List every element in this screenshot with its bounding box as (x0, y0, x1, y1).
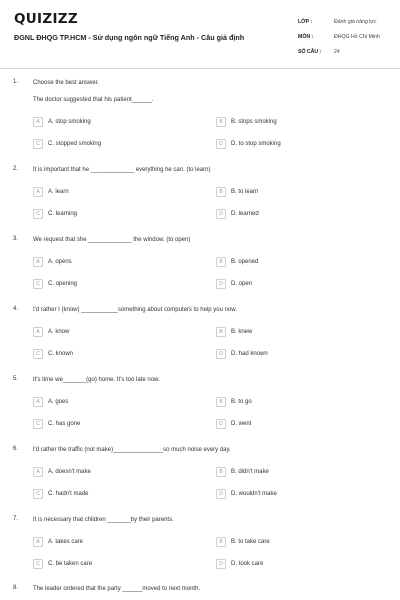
question-number: 6. (13, 446, 19, 452)
option-letter-box: A (33, 257, 43, 267)
question-text: The leader ordered that the party ______moved to next month. (33, 586, 201, 592)
question-6 (0, 445, 400, 515)
meta-value: ĐHQG Hồ Chí Minh (334, 33, 380, 40)
option-a[interactable] (33, 537, 83, 547)
option-letter-box: A (33, 117, 43, 127)
option-a[interactable] (33, 117, 91, 127)
option-d[interactable] (216, 489, 277, 499)
option-text: B. didn't make (231, 469, 269, 475)
question-text: It is important that he _____________ everything he can. (to learn) (33, 167, 211, 173)
option-letter-box: A (33, 187, 43, 197)
option-c[interactable] (33, 349, 73, 359)
option-c[interactable] (33, 139, 101, 149)
option-c[interactable] (33, 279, 77, 289)
option-c[interactable] (33, 209, 77, 219)
option-letter-box: A (33, 397, 43, 407)
option-a[interactable] (33, 397, 68, 407)
question-number: 2. (13, 166, 19, 172)
option-text: C. known (48, 351, 74, 357)
question-5 (0, 375, 400, 445)
option-text: B. opened (231, 259, 259, 265)
option-text: C. opening (48, 281, 78, 287)
option-text: A. stop smoking (48, 119, 91, 125)
option-a[interactable] (33, 467, 91, 477)
option-a[interactable] (33, 187, 69, 197)
option-d[interactable] (216, 559, 263, 569)
option-text: B. to take care (231, 539, 270, 545)
option-text: C. has gone (48, 421, 81, 427)
quizizz-logo: QUIZIZZ (14, 11, 78, 27)
option-text: A. doesn't make (48, 469, 91, 475)
option-letter-box: D (216, 139, 226, 149)
question-4 (0, 305, 400, 375)
header-divider (0, 68, 400, 69)
question-text: It's time we_______(go) home. It's too late now. (33, 377, 160, 383)
option-d[interactable] (216, 419, 251, 429)
option-text: A. takes care (48, 539, 84, 545)
option-letter-box: B (216, 327, 226, 337)
worksheet-meta (298, 14, 396, 59)
option-letter-box: C (33, 559, 43, 569)
option-text: A. goes (48, 399, 69, 405)
meta-value: 24 (334, 48, 340, 55)
option-text: B. to learn (231, 189, 259, 195)
meta-label: LỚP : (298, 18, 313, 25)
option-text: D. took care (231, 561, 264, 567)
question-3 (0, 235, 400, 305)
question-2 (0, 165, 400, 235)
question-1 (0, 78, 400, 165)
option-text: B. to go (231, 399, 252, 405)
question-7 (0, 515, 400, 585)
question-text: The doctor suggested that his patient______. (33, 97, 154, 103)
option-text: A. know (48, 329, 70, 335)
option-b[interactable] (216, 257, 258, 267)
option-letter-box: C (33, 139, 43, 149)
option-letter-box: C (33, 349, 43, 359)
question-text: I'd rather I (know) ___________something about computers to help you now. (33, 307, 237, 313)
option-text: A. learn (48, 189, 69, 195)
option-letter-box: B (216, 117, 226, 127)
option-letter-box: D (216, 559, 226, 569)
option-text: D. learned (231, 211, 259, 217)
option-b[interactable] (216, 187, 258, 197)
option-letter-box: B (216, 467, 226, 477)
document-title: ĐGNL ĐHQG TP.HCM - Sử dụng ngôn ngữ Tiếng Anh - Câu giả định (14, 33, 245, 42)
option-letter-box: B (216, 397, 226, 407)
option-c[interactable] (33, 559, 92, 569)
meta-label: MÔN : (298, 33, 314, 40)
option-text: A. opens (48, 259, 72, 265)
option-b[interactable] (216, 397, 252, 407)
option-text: C. learning (48, 211, 78, 217)
option-letter-box: D (216, 209, 226, 219)
meta-row-count (298, 44, 396, 59)
option-letter-box: B (216, 257, 226, 267)
option-text: D. to stop smoking (231, 141, 281, 147)
option-letter-box: B (216, 537, 226, 547)
question-number: 4. (13, 306, 19, 312)
option-letter-box: D (216, 279, 226, 289)
meta-label: SỐ CÂU : (298, 48, 322, 55)
question-8 (0, 584, 400, 598)
question-instruction: Choose the best answer. (33, 80, 100, 86)
option-text: D. open (231, 281, 253, 287)
option-c[interactable] (33, 489, 89, 499)
option-letter-box: A (33, 327, 43, 337)
option-text: B. stops smoking (231, 119, 277, 125)
option-a[interactable] (33, 327, 69, 337)
question-number: 8. (13, 585, 19, 591)
meta-value: Đánh giá năng lực (334, 18, 377, 25)
meta-row-class (298, 14, 396, 29)
option-letter-box: C (33, 489, 43, 499)
question-text: It is necessary that children _______by their parents. (33, 517, 174, 523)
option-a[interactable] (33, 257, 72, 267)
question-text: I'd rather the traffic (not make)_______________so much noise every day. (33, 447, 231, 453)
option-d[interactable] (216, 139, 281, 149)
option-letter-box: B (216, 187, 226, 197)
option-c[interactable] (33, 419, 80, 429)
option-letter-box: C (33, 419, 43, 429)
option-b[interactable] (216, 467, 269, 477)
question-number: 3. (13, 236, 19, 242)
option-text: C. stopped smoking (48, 141, 102, 147)
option-letter-box: A (33, 537, 43, 547)
option-d[interactable] (216, 349, 268, 359)
option-b[interactable] (216, 327, 252, 337)
option-text: C. hadn't made (48, 491, 89, 497)
option-letter-box: D (216, 349, 226, 359)
option-text: D. had known (231, 351, 268, 357)
question-number: 7. (13, 516, 19, 522)
option-letter-box: A (33, 467, 43, 477)
option-d[interactable] (216, 209, 259, 219)
option-text: D. wouldn't make (231, 491, 277, 497)
option-letter-box: C (33, 209, 43, 219)
question-list (0, 78, 400, 585)
option-b[interactable] (216, 117, 277, 127)
option-d[interactable] (216, 279, 252, 289)
option-text: C. be taken care (48, 561, 93, 567)
question-number: 5. (13, 376, 19, 382)
option-letter-box: D (216, 419, 226, 429)
option-text: D. went (231, 421, 252, 427)
question-number: 1. (13, 79, 19, 85)
option-text: B. knew (231, 329, 253, 335)
meta-row-subject (298, 29, 396, 44)
option-b[interactable] (216, 537, 270, 547)
option-letter-box: D (216, 489, 226, 499)
question-text: We request that she _____________ the window. (to open) (33, 237, 191, 243)
option-letter-box: C (33, 279, 43, 289)
